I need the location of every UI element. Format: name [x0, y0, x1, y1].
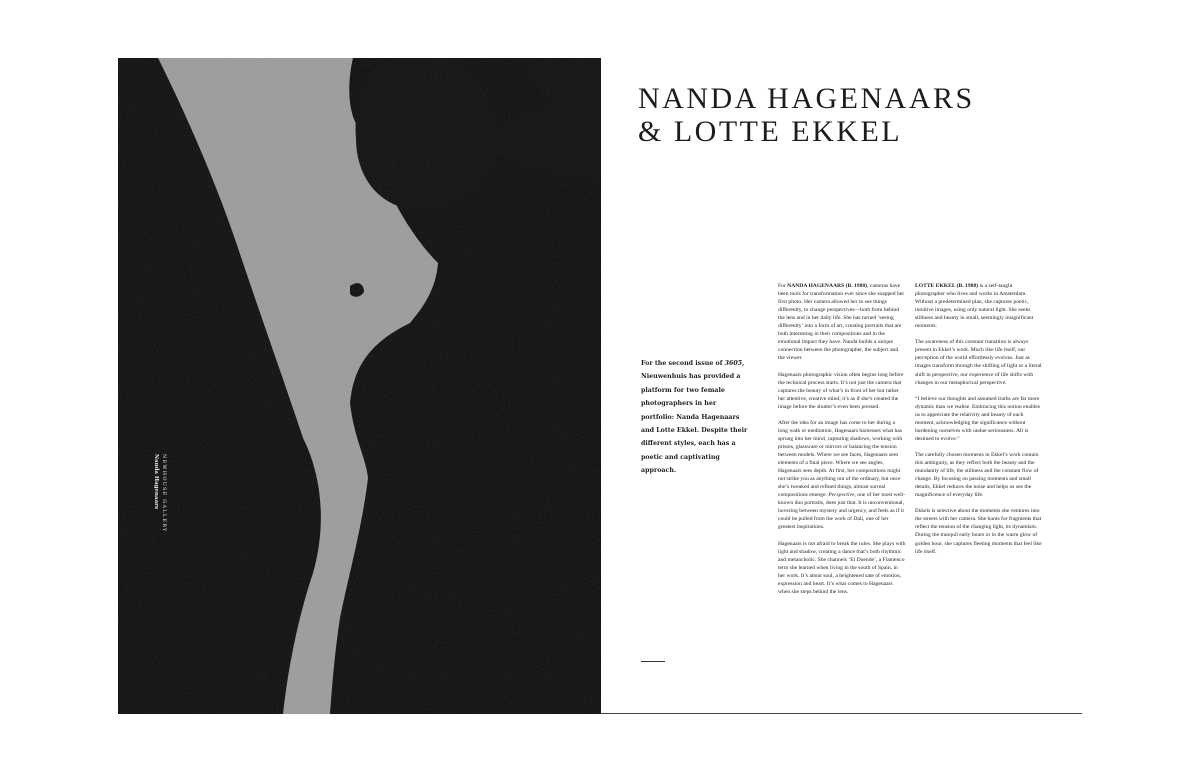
work-title: Perspective — [828, 492, 855, 499]
photo-credit — [152, 454, 168, 564]
figure-photograph — [118, 58, 601, 714]
intro-part-2: , Nieuwenhuis has provided a platform for two female photographers in her portfolio: Nanda Hagenaars and Lotte Ekkel. Despite their different styles, each has a poetic and captivating approach. — [641, 360, 748, 475]
gallery-credit: NEWHOUSE GALLERY — [161, 454, 167, 533]
photographer-credit: Nanda Hagenaars — [153, 454, 159, 510]
text-span: , one of her most well-known duo portraits, does just that. It is unconventional, hovering between mystery and urgency, and feels as if it could be pulled from the work of Dalí, one of her greatest inspirations. — [778, 492, 906, 531]
page-bottom-rule — [601, 713, 1082, 714]
paragraph: The awareness of this constant transition is always present in Ekkel’s work. Much like life itself, our perception of the world effortlessly evolves. Just as images transform through the shifting of light or a literal shift in perspective, our experience of life shifts with changes in our metaphorical perspective. — [915, 339, 1042, 386]
intro-text — [641, 357, 749, 478]
article-column-ekkel — [915, 282, 1043, 564]
text-span: For — [778, 283, 788, 289]
intro-part-1: For the second issue of — [641, 360, 725, 367]
paragraph: Ekkels is selective about the moments she ventures into the streets with her camera. She hunts for fragments that reflect the tension of the changing light, its dynamism. During the tranquil early hours or in the warm glow of golden hour, she captures fleeting moments that feel like life itself. — [915, 508, 1042, 555]
paragraph — [915, 282, 1043, 330]
paragraph: “I believe our thoughts and assumed truths are far more dynamic than we realise. Embracing this notion enables us to appreciate the relativity and beauty of each moment, acknowledging the significance without burdening ourselves with undue seriousness. All is destined to evolve.” — [915, 395, 1040, 442]
text-span: is a self-taught photographer who lives and works in Amsterdam. Without a predetermined plan, she captures poetic, intuitive images, using only natural light. She seeks stillness and beauty in small, seemingly insignificant moments. — [915, 283, 1034, 330]
text-span: After the idea for an image has come to her during a long walk or meditation, Hagenaars harnesses what has sprung into her mind, capturing shadows, working with prisms, glassware or mirrors or balancing the tension between models. Where we see faces, Hagenaars sees elements of a final piece. Where we see angles, Hagenaars sees depth. At first, her compositions might not strike you as anything out of the ordinary, but once she’s tweaked and refined things, almost surreal compositions emerge. — [778, 419, 903, 499]
title-line-2: & LOTTE EKKEL — [638, 115, 903, 148]
text-span: , cameras have been tools for transformation ever since she snapped her first photo. Her camera allowed her to see things differently, to change perspectives—both from behind the lens and in her daily life. She has turned ‘seeing differently’ into a form of art, creating portraits that are both interesting in their compositions and in the emotional impact they have. Nanda builds a unique connection between the photographer, the subject and the viewer. — [778, 283, 905, 362]
page-title — [638, 82, 975, 148]
paragraph: Hagenaars is not afraid to break the rules. She plays with light and shadow, creating a dance that’s both rhythmic and melancholic. She channels ‘El Duende’, a Flamenco term she learned when living in the south of Spain, in her work. It’s about soul, a heightened sate of emotion, expression and heart. It’s what comes to Hagenaars when she steps behind the lens. — [778, 540, 906, 595]
paragraph: Hagenaars photographic vision often begins long before the technical process starts. It’s not just the camera that captures the beauty of what’s in front of her but rather her attentive, creative mind; it’s as if she’s created the image before the shutter’s even been pressed. — [778, 371, 904, 410]
paragraph — [778, 419, 906, 532]
ekkel-name: LOTTE EKKEL (B. 1988) — [915, 283, 979, 289]
divider — [641, 661, 665, 662]
intro-issue: 3605 — [724, 360, 743, 367]
paragraph — [778, 282, 906, 362]
silhouette-image — [118, 58, 601, 714]
title-line-1: NANDA HAGENAARS — [638, 82, 975, 115]
paragraph: The carefully chosen moments in Ekkel’s work contain this ambiguity, as they reflect both the beauty and the mundanity of life, the stillness and the constant flow of change. By focusing on passing moments and small details, Ekkel reduces the noise and helps us see the magnificence of everyday life. — [915, 451, 1039, 499]
hagenaars-name: NANDA HAGENAARS (B. 1988) — [787, 283, 868, 289]
article-column-hagenaars — [778, 282, 906, 604]
